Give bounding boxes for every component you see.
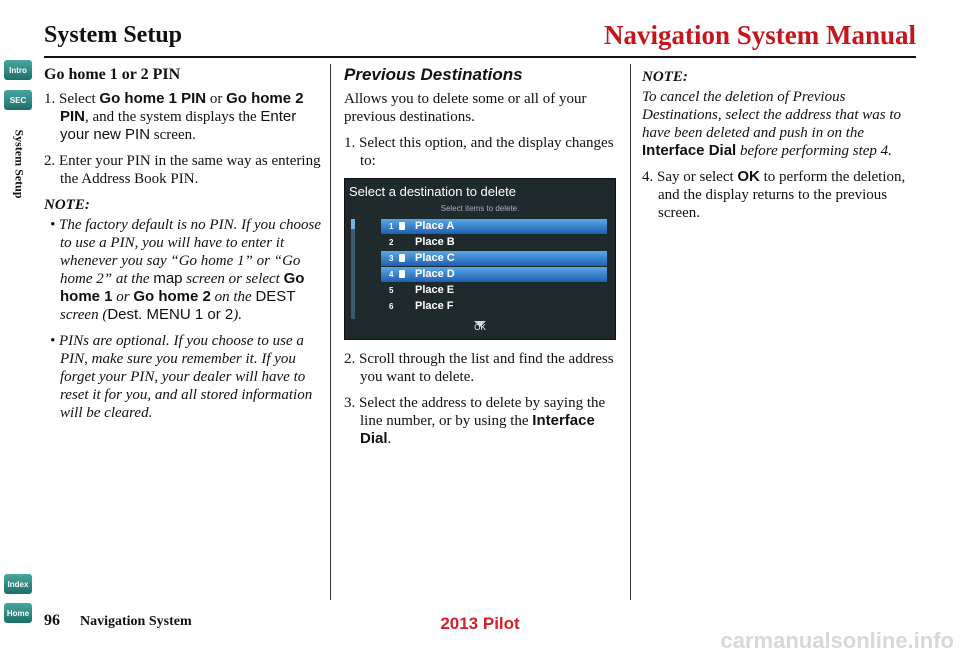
trash-icon <box>399 222 405 230</box>
screenshot-subtitle: Select items to delete. <box>440 204 520 213</box>
column-middle <box>344 66 620 456</box>
pin-note-heading: NOTE: <box>44 197 90 213</box>
row-label: Place D <box>415 268 455 280</box>
footer-label: Navigation System <box>80 614 192 629</box>
section-title: System Setup <box>44 22 183 48</box>
delete-destination-screenshot <box>344 178 616 340</box>
previous-destinations-heading: Previous Destinations <box>344 65 523 84</box>
pin-step-2: 2. Enter your PIN in the same way as entering the Address Book PIN. <box>44 153 321 187</box>
trash-icon <box>399 270 405 278</box>
row-number: 1 <box>389 222 394 231</box>
sec-tab[interactable]: SEC <box>4 90 32 110</box>
home-tab[interactable]: Home <box>4 603 32 623</box>
destination-row[interactable] <box>381 283 607 298</box>
screenshot-title: Select a destination to delete <box>349 184 516 199</box>
destination-row[interactable] <box>381 299 607 314</box>
destination-row[interactable] <box>381 235 607 250</box>
cancel-note-heading: NOTE: <box>642 69 688 85</box>
row-label: Place A <box>415 220 455 232</box>
pin-note-bullet-2: • PINs are optional. If you choose to use a PIN, make sure you remember it. If you forget your PIN, your dealer will have to reset it for you, and all stored information will be cleared. <box>50 333 313 421</box>
watermark: carmanualsonline.info <box>720 628 954 653</box>
row-label: Place E <box>415 284 455 296</box>
row-number: 4 <box>389 270 394 279</box>
row-number: 2 <box>389 238 394 247</box>
previous-step-1: 1. Select this option, and the display changes to: <box>344 135 614 169</box>
destination-row[interactable] <box>381 267 607 282</box>
intro-tab[interactable]: Intro <box>4 60 32 80</box>
pin-note-bullet-1: • The factory default is no PIN. If you choose to use a PIN, you will have to enter it whenever you say “Go home 1” or “Go home 2” at the map screen or select Go home 1 or Go home 2 on the DEST screen (Dest. MENU 1 or 2). <box>50 217 322 323</box>
trash-icon <box>399 254 405 262</box>
column-right <box>642 66 922 230</box>
screenshot-ok-label: OK <box>474 323 486 332</box>
previous-step-2: 2. Scroll through the list and find the address you want to delete. <box>344 351 614 385</box>
row-number: 5 <box>389 286 394 295</box>
destination-row[interactable] <box>381 219 607 234</box>
row-label: Place C <box>415 252 455 264</box>
section-side-label: System Setup <box>12 129 27 199</box>
destination-row[interactable] <box>381 251 607 266</box>
previous-destinations-intro: Allows you to delete some or all of your previous destinations. <box>344 91 587 125</box>
index-tab[interactable]: Index <box>4 574 32 594</box>
page-number: 96 <box>44 612 60 629</box>
previous-step-3: 3. Select the address to delete by saying the line number, or by using the Interface Dial. <box>344 395 606 447</box>
manual-title: Navigation System Manual <box>603 20 916 50</box>
row-label: Place F <box>415 300 454 312</box>
cancel-note: To cancel the deletion of Previous Destinations, select the address that was to have been deleted and push in on the Interface Dial before performing step 4. <box>642 89 902 159</box>
screenshot-scroll-thumb <box>351 219 355 229</box>
pin-step-1: 1. Select Go home 1 PIN or Go home 2 PIN, and the system displays the Enter your new PIN screen. <box>44 90 304 143</box>
pin-heading: Go home 1 or 2 PIN <box>44 66 181 83</box>
previous-step-4: 4. Say or select OK to perform the deletion, and the display returns to the previous screen. <box>642 168 906 221</box>
column-divider-right <box>630 64 631 600</box>
column-divider <box>330 64 331 600</box>
column-left <box>44 66 322 430</box>
screenshot-scrollbar <box>351 219 355 319</box>
row-number: 6 <box>389 302 394 311</box>
row-label: Place B <box>415 236 455 248</box>
header-divider <box>44 56 916 58</box>
model-year-label: 2013 Pilot <box>440 614 520 633</box>
row-number: 3 <box>389 254 394 263</box>
